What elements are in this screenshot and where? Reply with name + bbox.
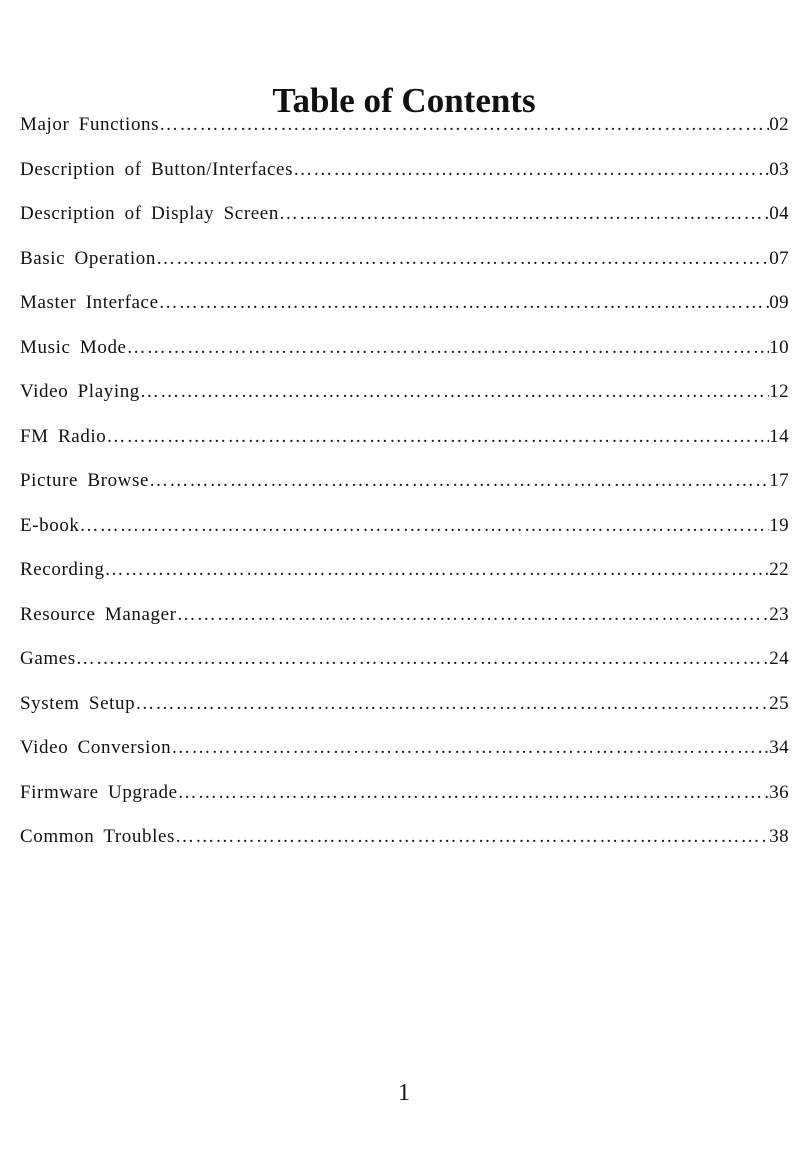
dot-leader xyxy=(76,645,769,673)
dot-leader xyxy=(80,512,770,540)
toc-entry-video-playing xyxy=(20,378,789,423)
toc-entry-major-functions xyxy=(20,111,789,156)
toc-entry-label: Description of Display Screen xyxy=(20,203,279,224)
toc-entry-page: 22 xyxy=(769,559,789,580)
page-title: Table of Contents xyxy=(272,81,536,121)
toc-entry-page: 09 xyxy=(769,292,789,313)
toc-entry-music-mode xyxy=(20,334,789,379)
toc-entry-basic-operation xyxy=(20,245,789,290)
toc-entry-label: System Setup xyxy=(20,692,136,714)
toc-entry-label: Master Interface xyxy=(20,292,159,313)
toc-entry-page: 07 xyxy=(769,247,789,269)
toc-entry-label: Recording xyxy=(20,559,105,580)
toc-entry-e-book xyxy=(20,512,789,557)
toc-entry-page: 12 xyxy=(769,381,789,402)
toc-entry-page: 14 xyxy=(769,425,789,447)
dot-leader xyxy=(171,734,769,762)
dot-leader xyxy=(159,111,769,139)
dot-leader xyxy=(156,245,769,273)
dot-leader xyxy=(149,467,769,495)
dot-leader xyxy=(293,156,769,184)
toc-entry-page: 10 xyxy=(769,336,789,358)
toc-entry-page: 36 xyxy=(769,781,789,803)
toc-entry-page: 38 xyxy=(769,826,789,847)
toc-entry-picture-browse xyxy=(20,467,789,512)
toc-entry-page: 03 xyxy=(769,158,789,180)
table-of-contents xyxy=(20,111,789,868)
toc-entry-games xyxy=(20,645,789,690)
toc-entry-label: Major Functions xyxy=(20,114,160,135)
toc-entry-label: Description of Button/Interfaces xyxy=(20,158,294,180)
toc-entry-label: Video Conversion xyxy=(20,737,172,758)
toc-entry-video-conversion xyxy=(20,734,789,779)
dot-leader xyxy=(279,200,769,228)
toc-entry-page: 23 xyxy=(769,603,789,625)
toc-entry-page: 19 xyxy=(769,514,789,536)
toc-entry-master-interface xyxy=(20,289,789,334)
toc-entry-recording xyxy=(20,556,789,601)
toc-entry-label: Picture Browse xyxy=(20,470,150,491)
dot-leader xyxy=(178,779,770,807)
toc-entry-common-troubles xyxy=(20,823,789,868)
toc-entry-page: 04 xyxy=(769,203,789,224)
dot-leader xyxy=(127,334,770,362)
dot-leader xyxy=(177,601,770,629)
toc-entry-label: Resource Manager xyxy=(20,603,177,625)
toc-entry-label: Basic Operation xyxy=(20,247,156,269)
toc-entry-fm-radio xyxy=(20,423,789,468)
toc-entry-label: Games xyxy=(20,648,76,669)
dot-leader xyxy=(106,423,769,451)
toc-entry-page: 02 xyxy=(769,114,789,135)
dot-leader xyxy=(159,289,770,317)
toc-entry-description-of-display-screen xyxy=(20,200,789,245)
dot-leader xyxy=(140,378,769,406)
toc-entry-system-setup xyxy=(20,690,789,735)
dot-leader xyxy=(175,823,769,851)
toc-entry-page: 17 xyxy=(769,470,789,491)
page-number: 1 xyxy=(398,1080,410,1106)
toc-entry-label: Video Playing xyxy=(20,381,140,402)
toc-entry-firmware-upgrade xyxy=(20,779,789,824)
toc-entry-label: Common Troubles xyxy=(20,826,176,847)
toc-entry-label: Music Mode xyxy=(20,336,127,358)
dot-leader xyxy=(135,690,769,718)
toc-entry-label: FM Radio xyxy=(20,425,107,447)
toc-entry-description-of-button-interfaces xyxy=(20,156,789,201)
toc-entry-page: 25 xyxy=(769,692,789,714)
toc-entry-resource-manager xyxy=(20,601,789,646)
toc-entry-label: E-book xyxy=(20,514,80,536)
toc-entry-page: 34 xyxy=(769,737,789,758)
toc-entry-page: 24 xyxy=(769,648,789,669)
dot-leader xyxy=(105,556,770,584)
toc-entry-label: Firmware Upgrade xyxy=(20,781,178,803)
